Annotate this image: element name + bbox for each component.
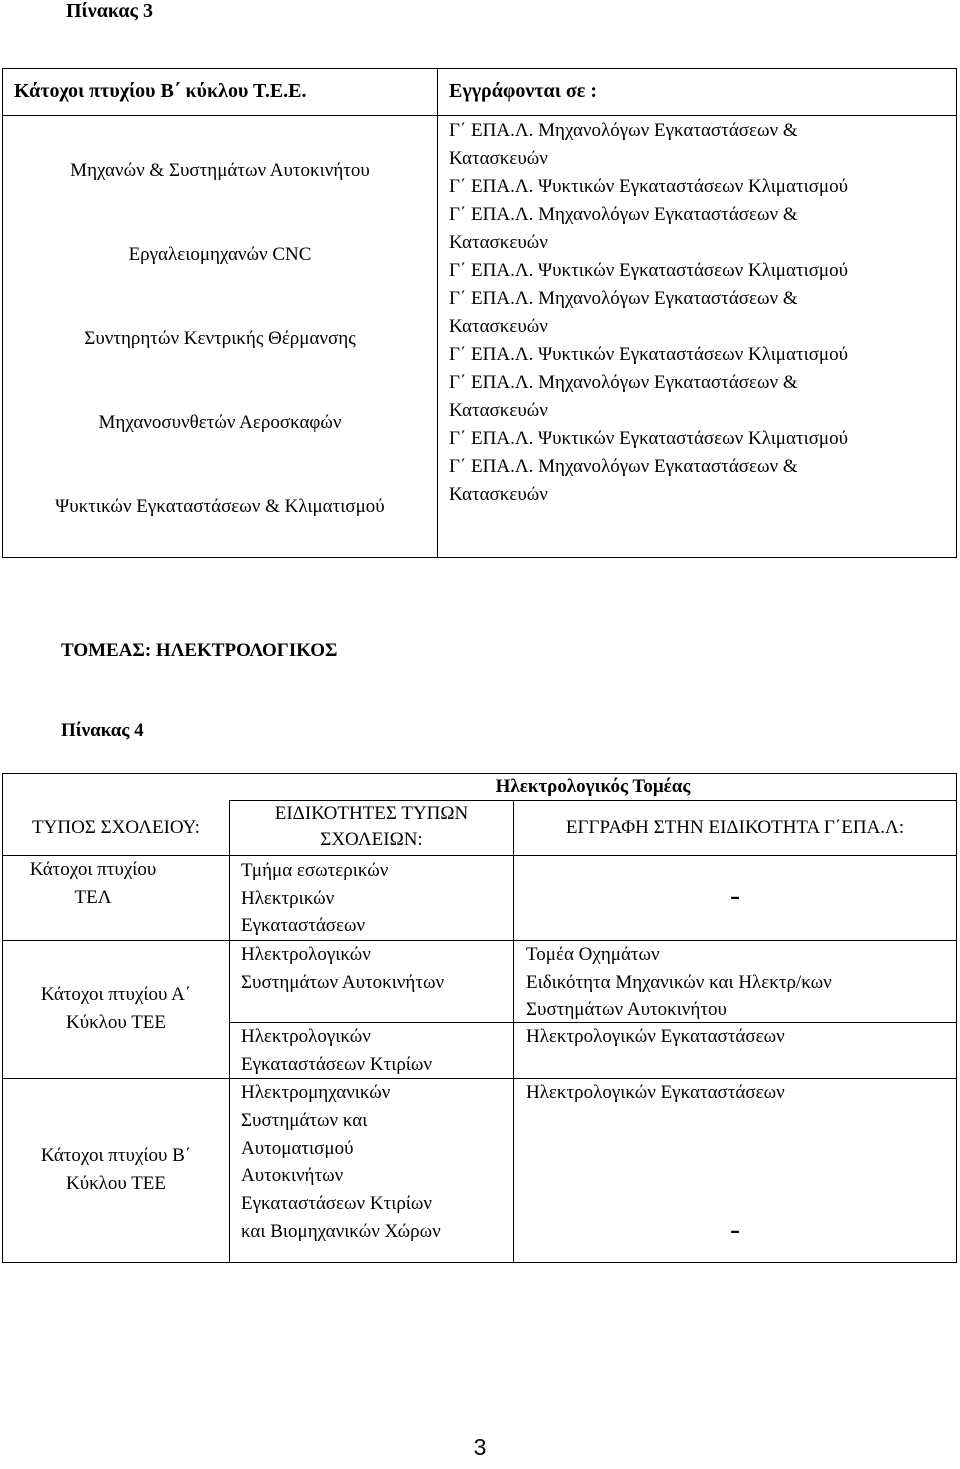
table3-right-line: Γ΄ ΕΠΑ.Λ. Ψυκτικών Εγκαταστάσεων Κλιματισμού bbox=[449, 176, 849, 197]
page-number: 3 bbox=[473, 1434, 487, 1460]
school-type-cell bbox=[3, 856, 183, 912]
school-type-line: ΤΕΛ bbox=[74, 887, 112, 908]
table3-right-line: Γ΄ ΕΠΑ.Λ. Μηχανολόγων Εγκαταστάσεων & bbox=[449, 120, 798, 141]
school-type-line: Κύκλου ΤΕΕ bbox=[65, 1173, 167, 1194]
table3-right-line: Γ΄ ΕΠΑ.Λ. Ψυκτικών Εγκαταστάσεων Κλιματισμού bbox=[449, 428, 849, 449]
table3-right-line: Γ΄ ΕΠΑ.Λ. Ψυκτικών Εγκαταστάσεων Κλιματισμού bbox=[449, 344, 849, 365]
specialty-line: Εγκαταστάσεων bbox=[241, 915, 366, 936]
specialty-line: Συστημάτων Αυτοκινήτων bbox=[241, 971, 445, 993]
specialty-line: Ηλεκτρικών bbox=[241, 887, 335, 909]
enrollment-line: Συστημάτων Αυτοκινήτου bbox=[526, 999, 727, 1020]
specialty-cell bbox=[241, 1023, 432, 1078]
specialty-cell bbox=[241, 1079, 441, 1246]
school-type-cell bbox=[3, 981, 229, 1037]
enrollment-line: Ειδικότητα Μηχανικών και Ηλεκτρ/κων bbox=[526, 971, 832, 993]
table4-col2-header-line1: ΕΙΔΙΚΟΤΗΤΕΣ ΤΥΠΩΝ bbox=[274, 803, 469, 824]
table3-left-item: Εργαλειομηχανών CNC bbox=[128, 244, 312, 265]
table3-header-right: Εγγράφονται σε : bbox=[449, 80, 597, 102]
school-type-line: Κάτοχοι πτυχίου Α΄ bbox=[40, 984, 192, 1005]
enrollment-cell bbox=[526, 1023, 785, 1051]
table4-col2-header bbox=[230, 801, 513, 853]
enrollment-dash: - bbox=[730, 879, 740, 912]
specialty-line: Ηλεκτρομηχανικών bbox=[241, 1082, 391, 1103]
table3-right-line: Γ΄ ΕΠΑ.Λ. Ψυκτικών Εγκαταστάσεων Κλιματισμού bbox=[449, 260, 849, 281]
table4-col3-header: ΕΓΓΡΑΦΗ ΣΤΗΝ ΕΙΔΙΚΟΤΗΤΑ Γ΄ΕΠΑ.Λ: bbox=[565, 817, 905, 838]
school-type-line: Κάτοχοι πτυχίου Β΄ bbox=[40, 1145, 192, 1166]
table3-right-line: Γ΄ ΕΠΑ.Λ. Μηχανολόγων Εγκαταστάσεων & bbox=[449, 288, 798, 309]
school-type-line: Κάτοχοι πτυχίου bbox=[29, 859, 157, 880]
table3-left-item: Μηχανοσυνθετών Αεροσκαφών bbox=[98, 412, 342, 433]
table3-right-line: Κατασκευών bbox=[449, 484, 548, 505]
table3-header-left: Κάτοχοι πτυχίου Β΄ κύκλου Τ.Ε.Ε. bbox=[14, 80, 307, 102]
specialty-line: Εγκαταστάσεων Κτιρίων bbox=[241, 1193, 433, 1215]
table3-title: Πίνακας 3 bbox=[66, 0, 153, 22]
specialty-line: Ηλεκτρολογικών bbox=[241, 1026, 371, 1047]
specialty-line: Τμήμα εσωτερικών bbox=[241, 860, 389, 881]
table3-right-line: Γ΄ ΕΠΑ.Λ. Μηχανολόγων Εγκαταστάσεων & bbox=[449, 204, 798, 225]
enrollment-line: Ηλεκτρολογικών Εγκαταστάσεων bbox=[526, 1082, 785, 1103]
enrollment-line: Τομέα Οχημάτων bbox=[526, 944, 660, 965]
school-type-line: Κύκλου ΤΕΕ bbox=[65, 1012, 167, 1033]
specialty-line: Αυτοκινήτων bbox=[241, 1165, 344, 1187]
table3-right-column bbox=[449, 117, 848, 509]
specialty-cell bbox=[241, 857, 388, 940]
table4-title: Πίνακας 4 bbox=[61, 720, 144, 741]
table4-sector-header: Ηλεκτρολογικός Τομέας bbox=[495, 776, 691, 797]
table3-right-line: Γ΄ ΕΠΑ.Λ. Μηχανολόγων Εγκαταστάσεων & bbox=[449, 456, 798, 477]
specialty-cell bbox=[241, 941, 444, 996]
enrollment-cell bbox=[526, 1079, 785, 1107]
sector-heading: ΤΟΜΕΑΣ: ΗΛΕΚΤΡΟΛΟΓΙΚΟΣ bbox=[61, 640, 338, 661]
table4-col2-header-line2: ΣΧΟΛΕΙΩΝ: bbox=[320, 829, 423, 850]
table4-col1-header: ΤΥΠΟΣ ΣΧΟΛΕΙΟΥ: bbox=[32, 817, 200, 838]
enrollment-dash: - bbox=[730, 1213, 740, 1246]
table3-left-item: Ψυκτικών Εγκαταστάσεων & Κλιματισμού bbox=[55, 496, 385, 517]
specialty-line: Εγκαταστάσεων Κτιρίων bbox=[241, 1053, 433, 1075]
table3-left-item: Συντηρητών Κεντρικής Θέρμανσης bbox=[84, 328, 356, 349]
specialty-line: και Βιομηχανικών Χώρων bbox=[241, 1220, 441, 1242]
enrollment-line: Ηλεκτρολογικών Εγκαταστάσεων bbox=[526, 1026, 785, 1047]
table3-right-line: Κατασκευών bbox=[449, 232, 548, 253]
table3-right-line: Κατασκευών bbox=[449, 400, 548, 421]
specialty-line: Συστημάτων και bbox=[241, 1109, 368, 1131]
enrollment-cell bbox=[526, 941, 832, 1024]
table3-right-line: Κατασκευών bbox=[449, 316, 548, 337]
table3-left-item: Μηχανών & Συστημάτων Αυτοκινήτου bbox=[70, 160, 370, 181]
table3-right-line: Γ΄ ΕΠΑ.Λ. Μηχανολόγων Εγκαταστάσεων & bbox=[449, 372, 798, 393]
specialty-line: Αυτοματισμού bbox=[241, 1137, 354, 1159]
table3-right-line: Κατασκευών bbox=[449, 148, 548, 169]
specialty-line: Ηλεκτρολογικών bbox=[241, 944, 371, 965]
school-type-cell bbox=[3, 1142, 229, 1198]
